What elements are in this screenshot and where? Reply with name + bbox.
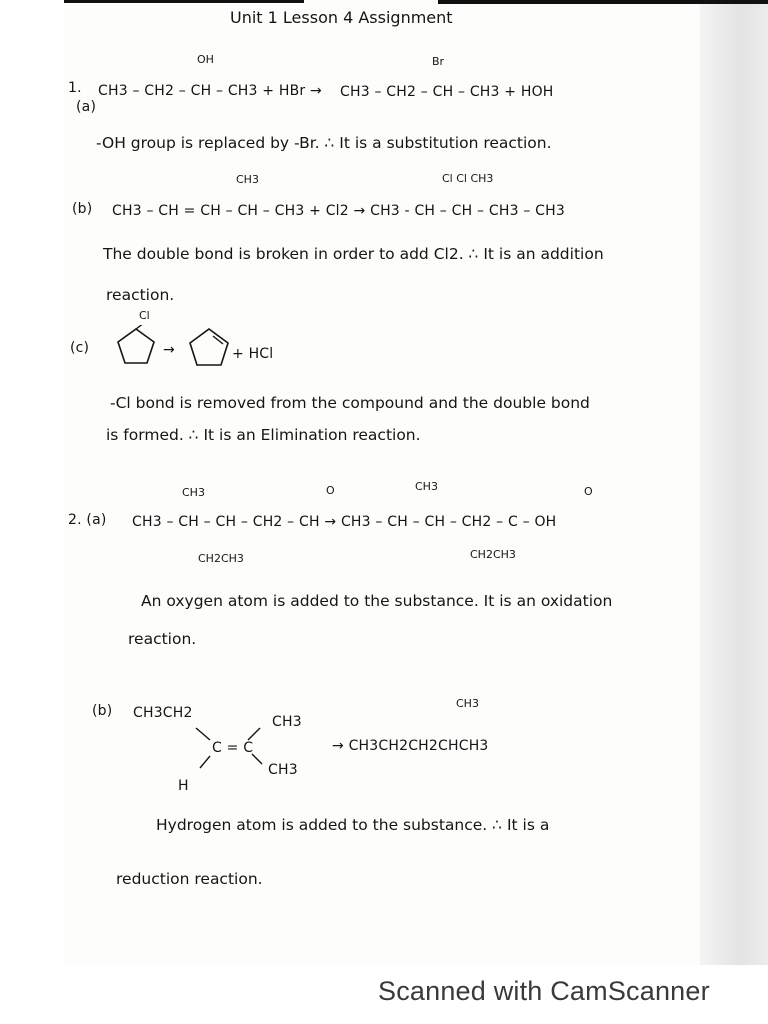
q1b-sub-products: Cl Cl CH3 [442,172,494,185]
q1c-arrow: → [163,342,175,358]
q2a-label: 2. (a) [68,512,107,528]
scan-border-left [64,0,304,3]
q1b-explanation-line1: The double bond is broken in order to add Cl2. ∴ It is an addition [103,245,604,263]
q2a-top-ch3-mid: CH3 [415,480,438,493]
q2a-top-ch3-left: CH3 [182,486,205,499]
q1-number: 1. [68,80,82,96]
q1a-explanation: -OH group is replaced by -Br. ∴ It is a substitution reaction. [96,134,552,152]
cyclopentane-ring-icon [114,325,158,367]
q1a-sub-oh: OH [197,53,214,66]
q1a-label: (a) [76,99,97,115]
scan-border-right [438,0,768,4]
q1a-reactants: CH3 – CH2 – CH – CH3 + HBr → [98,83,322,99]
q1c-explanation-line2: is formed. ∴ It is an Elimination reaction. [106,426,421,444]
q1c-sub-cl: Cl [139,309,150,322]
q1b-equation: CH3 – CH = CH – CH – CH3 + Cl2 → CH3 - CH – CH – CH3 – CH3 [112,203,565,219]
assignment-title: Unit 1 Lesson 4 Assignment [230,8,453,27]
q2b-right-top: CH3 [272,714,302,730]
q1c-explanation-line1: -Cl bond is removed from the compound and the double bond [110,394,590,412]
q2a-top-o1: O [326,484,335,497]
q2a-bottom-right: CH2CH3 [470,548,516,561]
q2a-top-o2: O [584,485,593,498]
q2b-left-bottom: H [178,778,189,794]
q1c-label: (c) [70,340,90,356]
q2b-product-top: CH3 [456,697,479,710]
q2b-label: (b) [92,703,113,719]
q2b-right-bottom: CH3 [268,762,298,778]
q1a-sub-br: Br [432,55,445,68]
q2b-center: C = C [212,740,254,756]
q2a-bottom-left: CH2CH3 [198,552,244,565]
q2b-explanation-line1: Hydrogen atom is added to the substance. ∴ It is a [156,816,550,834]
q2a-explanation-line2: reaction. [128,630,197,648]
q2a-explanation-line1: An oxygen atom is added to the substance. It is an oxidation [141,592,613,610]
q1b-sub-ch3: CH3 [236,173,259,186]
page-edge-shadow [700,0,768,965]
q1a-products: CH3 – CH2 – CH – CH3 + HOH [340,84,554,100]
q2b-product: → CH3CH2CH2CHCH3 [332,738,489,754]
camscanner-watermark: Scanned with CamScanner [378,976,710,1006]
q2a-equation: CH3 – CH – CH – CH2 – CH → CH3 – CH – CH – CH2 – C – OH [132,514,557,530]
q1c-product-hcl: + HCl [232,346,274,362]
cyclopentene-ring-icon [186,325,232,369]
q1b-label: (b) [72,201,93,217]
q1b-explanation-line2: reaction. [106,286,175,304]
q2b-explanation-line2: reduction reaction. [116,870,263,888]
q2b-left-top: CH3CH2 [133,705,193,721]
